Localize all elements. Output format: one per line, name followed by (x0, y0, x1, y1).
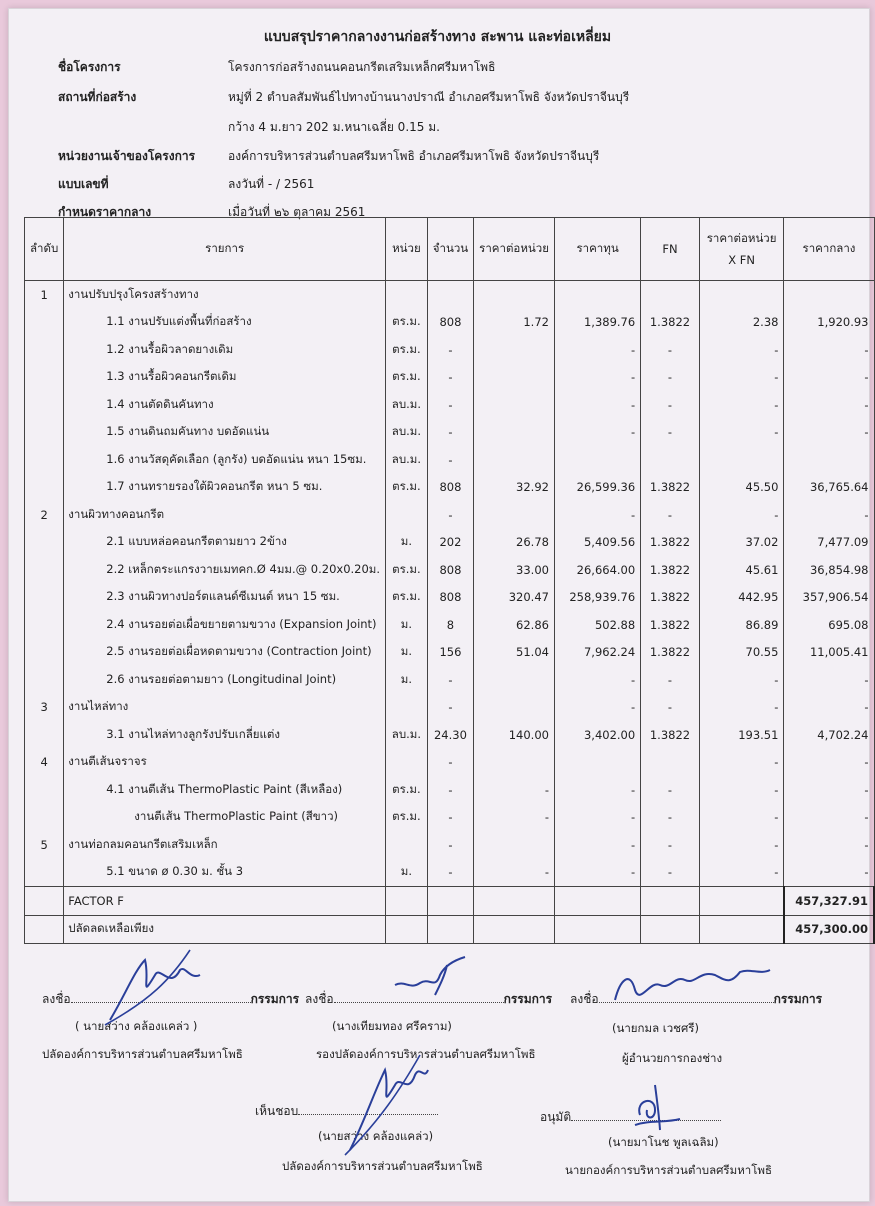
row-cost: - (554, 776, 640, 804)
row-total: 695.08 (784, 611, 874, 639)
row-unit: ม. (386, 639, 428, 667)
row-cost: - (554, 804, 640, 832)
row-no (25, 419, 64, 447)
row-qty: - (427, 666, 473, 694)
row-unit-price: 51.04 (474, 639, 555, 667)
row-unit (386, 831, 428, 859)
row-item: 2.4 งานรอยต่อเผื่อขยายตามขวาง (Expansion Joint) (64, 611, 386, 639)
row-qty: 808 (427, 474, 473, 502)
row-fn: - (641, 391, 700, 419)
row-cost: 7,962.24 (554, 639, 640, 667)
row-no (25, 639, 64, 667)
row-qty: - (427, 749, 473, 777)
row-unit: ลบ.ม. (386, 446, 428, 474)
row-qty: - (427, 364, 473, 392)
row-price-fn: 2.38 (699, 309, 784, 337)
meta-line (58, 118, 440, 137)
row-item: 2.1 แบบหล่อคอนกรีตตามยาว 2ข้าง (64, 529, 386, 557)
row-qty: 808 (427, 584, 473, 612)
handwritten-signature-2 (385, 955, 475, 1015)
row-price-fn: 45.50 (699, 474, 784, 502)
row-item: 4.1 งานตีเส้น ThermoPlastic Paint (สีเหลือง) (64, 776, 386, 804)
row-total: - (784, 666, 874, 694)
row-item: งานปรับปรุงโครงสร้างทาง (64, 281, 386, 309)
signer-4-name: (นายสว่าง คล้องแคล่ว) (318, 1129, 434, 1143)
row-qty: - (427, 501, 473, 529)
row-fn: 1.3822 (641, 556, 700, 584)
row-unit (386, 501, 428, 529)
signer-4-position: ปลัดองค์การบริหารส่วนตำบลศรีมหาโพธิ (282, 1159, 483, 1173)
row-price-fn: - (699, 364, 784, 392)
meta-value: หมู่ที่ 2 ตำบลสัมพันธ์ไปทางบ้านนางปราณี อำเภอศรีมหาโพธิ จังหวัดปราจีนบุรี (228, 90, 630, 104)
factor-total: 457,327.91 (784, 887, 874, 916)
approve-label: เห็นชอบ (255, 1104, 299, 1118)
row-qty: - (427, 831, 473, 859)
handwritten-signature-1 (90, 940, 210, 1030)
row-unit: ตร.ม. (386, 364, 428, 392)
row-price-fn: 45.61 (699, 556, 784, 584)
signer-1-position: ปลัดองค์การบริหารส่วนตำบลศรีมหาโพธิ (42, 1047, 243, 1061)
row-no (25, 666, 64, 694)
signer-5-name: (นายมาโนช พูลเฉลิม) (608, 1135, 719, 1149)
row-cost (554, 281, 640, 309)
header-qty: จำนวน (427, 218, 473, 281)
table-row (25, 694, 875, 722)
row-unit: ม. (386, 859, 428, 887)
row-price-fn: - (699, 831, 784, 859)
row-item: งานผิวทางคอนกรีต (64, 501, 386, 529)
signer-5-position: นายกองค์การบริหารส่วนตำบลศรีมหาโพธิ (565, 1163, 773, 1177)
table-row (25, 584, 875, 612)
signer-3-position: ผู้อำนวยการกองช่าง (622, 1051, 723, 1065)
row-total: - (784, 859, 874, 887)
row-unit-price: - (474, 776, 555, 804)
row-unit-price: 1.72 (474, 309, 555, 337)
header-item: รายการ (64, 218, 386, 281)
row-no (25, 611, 64, 639)
row-item: 1.1 งานปรับแต่งพื้นที่ก่อสร้าง (64, 309, 386, 337)
row-no (25, 859, 64, 887)
row-unit-price (474, 364, 555, 392)
row-no: 5 (25, 831, 64, 859)
document-title: แบบสรุปราคากลางงานก่อสร้างทาง สะพาน และท่อเหลี่ยม (263, 29, 612, 45)
row-cost: 258,939.76 (554, 584, 640, 612)
factor-row (25, 887, 875, 916)
meta-label: กำหนดราคากลาง (58, 205, 152, 219)
row-total: 4,702.24 (784, 721, 874, 749)
row-cost: 26,599.36 (554, 474, 640, 502)
table-header-row (25, 218, 875, 281)
table-row (25, 804, 875, 832)
row-qty: - (427, 336, 473, 364)
header-total: ราคากลาง (784, 218, 874, 281)
signer-1-name: ( นายสว่าง คล้องแคล่ว ) (75, 1019, 198, 1033)
row-item: 3.1 งานไหล่ทางลูกรังปรับเกลี่ยแต่ง (64, 721, 386, 749)
row-total: - (784, 364, 874, 392)
row-unit: ตร.ม. (386, 309, 428, 337)
signer-3-name: (นายกมล เวชศรี) (612, 1021, 699, 1035)
header-unit-price: ราคาต่อหน่วย (474, 218, 555, 281)
row-unit-price: - (474, 804, 555, 832)
row-cost: - (554, 501, 640, 529)
row-qty: - (427, 859, 473, 887)
row-qty (427, 281, 473, 309)
meta-value: องค์การบริหารส่วนตำบลศรีมหาโพธิ อำเภอศรีมหาโพธิ จังหวัดปราจีนบุรี (228, 149, 600, 163)
row-total: 36,765.64 (784, 474, 874, 502)
meta-line (58, 175, 314, 194)
row-price-fn: 86.89 (699, 611, 784, 639)
table-row (25, 419, 875, 447)
row-cost: - (554, 859, 640, 887)
row-cost: 1,389.76 (554, 309, 640, 337)
row-cost: 26,664.00 (554, 556, 640, 584)
sign-label: ลงชื่อ (305, 992, 334, 1006)
table-row (25, 281, 875, 309)
row-unit (386, 749, 428, 777)
row-qty: - (427, 804, 473, 832)
row-item: 1.3 งานรื้อผิวคอนกรีตเดิม (64, 364, 386, 392)
row-item: 1.5 งานดินถมคันทาง บดอัดแน่น (64, 419, 386, 447)
row-no: 4 (25, 749, 64, 777)
table-row (25, 666, 875, 694)
row-total: - (784, 749, 874, 777)
header-cost: ราคาทุน (554, 218, 640, 281)
row-fn: - (641, 831, 700, 859)
table-row (25, 749, 875, 777)
table-row (25, 611, 875, 639)
row-unit (386, 281, 428, 309)
row-cost: - (554, 391, 640, 419)
row-total: - (784, 391, 874, 419)
row-item: 2.3 งานผิวทางปอร์ตแลนด์ซีเมนต์ หนา 15 ซม. (64, 584, 386, 612)
row-total (784, 446, 874, 474)
row-price-fn: - (699, 804, 784, 832)
sign-label: ลงชื่อ (42, 992, 71, 1006)
row-unit-price (474, 446, 555, 474)
meta-line (58, 147, 599, 166)
meta-label: แบบเลขที่ (58, 177, 109, 191)
row-price-fn (699, 446, 784, 474)
row-fn: - (641, 501, 700, 529)
row-item: 1.7 งานทรายรองใต้ผิวคอนกรีต หนา 5 ซม. (64, 474, 386, 502)
row-no: 1 (25, 281, 64, 309)
row-qty: 8 (427, 611, 473, 639)
row-item: 2.2 เหล็กตระแกรงวายเมทคก.Ø 4มม.@ 0.20x0.20ม. (64, 556, 386, 584)
row-unit: ลบ.ม. (386, 419, 428, 447)
committee-label: กรรมการ (250, 992, 300, 1006)
row-total: - (784, 804, 874, 832)
row-no (25, 584, 64, 612)
row-no: 3 (25, 694, 64, 722)
table-row (25, 391, 875, 419)
row-no (25, 446, 64, 474)
row-cost: - (554, 694, 640, 722)
header-unit: หน่วย (386, 218, 428, 281)
meta-value: กว้าง 4 ม.ยาว 202 ม.หนาเฉลี่ย 0.15 ม. (228, 120, 440, 134)
row-fn: 1.3822 (641, 639, 700, 667)
row-cost: - (554, 419, 640, 447)
row-price-fn: - (699, 694, 784, 722)
row-unit: ม. (386, 666, 428, 694)
row-unit-price: 26.78 (474, 529, 555, 557)
row-item: งานตีเส้น ThermoPlastic Paint (สีขาว) (64, 804, 386, 832)
row-item: งานตีเส้นจราจร (64, 749, 386, 777)
row-no (25, 364, 64, 392)
handwritten-signature-3 (605, 960, 775, 1010)
row-cost: 502.88 (554, 611, 640, 639)
row-unit: ตร.ม. (386, 336, 428, 364)
row-unit-price (474, 749, 555, 777)
row-item: 2.6 งานรอยต่อตามยาว (Longitudinal Joint) (64, 666, 386, 694)
row-unit-price (474, 694, 555, 722)
row-fn: - (641, 776, 700, 804)
table-row (25, 721, 875, 749)
table-row (25, 831, 875, 859)
row-price-fn: 70.55 (699, 639, 784, 667)
meta-label: ชื่อโครงการ (58, 60, 121, 74)
factor-label: FACTOR F (64, 887, 386, 916)
row-price-fn: - (699, 419, 784, 447)
header-no: ลำดับ (25, 218, 64, 281)
committee-label: กรรมการ (503, 992, 553, 1006)
row-qty: 808 (427, 309, 473, 337)
row-price-fn: - (699, 501, 784, 529)
row-fn: 1.3822 (641, 474, 700, 502)
sign-label: ลงชื่อ (570, 992, 599, 1006)
row-unit: ตร.ม. (386, 474, 428, 502)
row-total: 36,854.98 (784, 556, 874, 584)
row-fn: 1.3822 (641, 721, 700, 749)
row-qty: - (427, 391, 473, 419)
handwritten-signature-4 (340, 1050, 430, 1160)
row-total: - (784, 336, 874, 364)
row-price-fn (699, 281, 784, 309)
row-total: 11,005.41 (784, 639, 874, 667)
row-total: - (784, 831, 874, 859)
row-no (25, 721, 64, 749)
row-total: 1,920.93 (784, 309, 874, 337)
table-row (25, 474, 875, 502)
row-unit: ตร.ม. (386, 804, 428, 832)
row-unit-price: 140.00 (474, 721, 555, 749)
meta-line (58, 58, 495, 77)
table-row (25, 336, 875, 364)
row-fn (641, 446, 700, 474)
row-cost: - (554, 666, 640, 694)
header-price-fn: ราคาต่อหน่วย X FN (699, 218, 784, 281)
handwritten-signature-5 (625, 1075, 685, 1135)
row-unit-price: 320.47 (474, 584, 555, 612)
row-no (25, 474, 64, 502)
row-fn: - (641, 666, 700, 694)
row-unit-price (474, 281, 555, 309)
row-fn (641, 281, 700, 309)
row-unit: ลบ.ม. (386, 391, 428, 419)
row-unit: ม. (386, 529, 428, 557)
table-row (25, 364, 875, 392)
row-item: 1.2 งานรื้อผิวลาดยางเดิม (64, 336, 386, 364)
row-cost: 5,409.56 (554, 529, 640, 557)
table-row (25, 309, 875, 337)
meta-value: ลงวันที่ - / 2561 (228, 177, 315, 191)
table-row (25, 501, 875, 529)
rounded-label: ปลัดลดเหลือเพียง (64, 915, 386, 944)
row-qty: - (427, 419, 473, 447)
row-qty: 156 (427, 639, 473, 667)
authorize-label: อนุมัติ (540, 1110, 572, 1124)
row-qty: - (427, 776, 473, 804)
row-fn: - (641, 364, 700, 392)
row-fn (641, 749, 700, 777)
row-fn: - (641, 804, 700, 832)
row-price-fn: - (699, 336, 784, 364)
row-no (25, 336, 64, 364)
row-price-fn: - (699, 391, 784, 419)
row-unit (386, 694, 428, 722)
row-total: 7,477.09 (784, 529, 874, 557)
row-total (784, 281, 874, 309)
row-item: 1.4 งานตัดดินคันทาง (64, 391, 386, 419)
row-cost: - (554, 831, 640, 859)
row-total: - (784, 419, 874, 447)
meta-line (58, 88, 629, 107)
meta-value: โครงการก่อสร้างถนนคอนกรีตเสริมเหล็กศรีมหาโพธิ (228, 60, 496, 74)
row-price-fn: - (699, 776, 784, 804)
table-row (25, 776, 875, 804)
row-price-fn: 193.51 (699, 721, 784, 749)
row-unit-price (474, 831, 555, 859)
row-total: - (784, 776, 874, 804)
row-unit: ม. (386, 611, 428, 639)
committee-label: กรรมการ (773, 992, 823, 1006)
row-total: - (784, 501, 874, 529)
row-unit-price: 33.00 (474, 556, 555, 584)
row-unit: ลบ.ม. (386, 721, 428, 749)
row-no (25, 556, 64, 584)
row-fn: 1.3822 (641, 309, 700, 337)
row-price-fn: 37.02 (699, 529, 784, 557)
row-item: 5.1 ขนาด ø 0.30 ม. ชั้น 3 (64, 859, 386, 887)
row-unit-price (474, 336, 555, 364)
row-item: งานไหล่ทาง (64, 694, 386, 722)
row-fn: 1.3822 (641, 611, 700, 639)
row-item: งานท่อกลมคอนกรีตเสริมเหล็ก (64, 831, 386, 859)
row-fn: - (641, 859, 700, 887)
meta-label: หน่วยงานเจ้าของโครงการ (58, 149, 196, 163)
row-qty: - (427, 694, 473, 722)
row-unit: ตร.ม. (386, 556, 428, 584)
row-fn: 1.3822 (641, 584, 700, 612)
row-qty: 808 (427, 556, 473, 584)
row-fn: - (641, 694, 700, 722)
row-unit-price (474, 419, 555, 447)
row-unit-price: 62.86 (474, 611, 555, 639)
header-fn: FN (641, 218, 700, 281)
row-qty: - (427, 446, 473, 474)
meta-value: เมื่อวันที่ ๒๖ ตุลาคม 2561 (228, 205, 366, 219)
row-no (25, 776, 64, 804)
table-row (25, 556, 875, 584)
rounded-total: 457,300.00 (784, 915, 874, 944)
row-no (25, 804, 64, 832)
table-row (25, 446, 875, 474)
price-table (24, 217, 875, 944)
row-cost (554, 446, 640, 474)
row-no (25, 391, 64, 419)
row-price-fn: - (699, 859, 784, 887)
row-unit-price (474, 666, 555, 694)
row-qty: 202 (427, 529, 473, 557)
row-unit-price: - (474, 859, 555, 887)
row-cost: - (554, 364, 640, 392)
table-row (25, 639, 875, 667)
signer-2-position: รองปลัดองค์การบริหารส่วนตำบลศรีมหาโพธิ (316, 1047, 536, 1061)
row-unit: ตร.ม. (386, 584, 428, 612)
row-fn: 1.3822 (641, 529, 700, 557)
row-cost (554, 749, 640, 777)
row-fn: - (641, 336, 700, 364)
row-no (25, 309, 64, 337)
table-row (25, 859, 875, 887)
row-item: 1.6 งานวัสดุคัดเลือก (ลูกรัง) บดอัดแน่น หนา 15ซม. (64, 446, 386, 474)
signer-2-name: (นางเทียมทอง ศรีคราม) (332, 1019, 452, 1033)
row-no (25, 529, 64, 557)
row-price-fn: - (699, 749, 784, 777)
row-item: 2.5 งานรอยต่อเผื่อหดตามขวาง (Contraction Joint) (64, 639, 386, 667)
row-unit-price: 32.92 (474, 474, 555, 502)
table-row (25, 529, 875, 557)
row-total: - (784, 694, 874, 722)
row-fn: - (641, 419, 700, 447)
row-no: 2 (25, 501, 64, 529)
row-price-fn: - (699, 666, 784, 694)
row-cost: 3,402.00 (554, 721, 640, 749)
row-qty: 24.30 (427, 721, 473, 749)
row-unit-price (474, 391, 555, 419)
row-unit: ตร.ม. (386, 776, 428, 804)
meta-label: สถานที่ก่อสร้าง (58, 90, 137, 104)
row-unit-price (474, 501, 555, 529)
row-price-fn: 442.95 (699, 584, 784, 612)
row-cost: - (554, 336, 640, 364)
row-total: 357,906.54 (784, 584, 874, 612)
